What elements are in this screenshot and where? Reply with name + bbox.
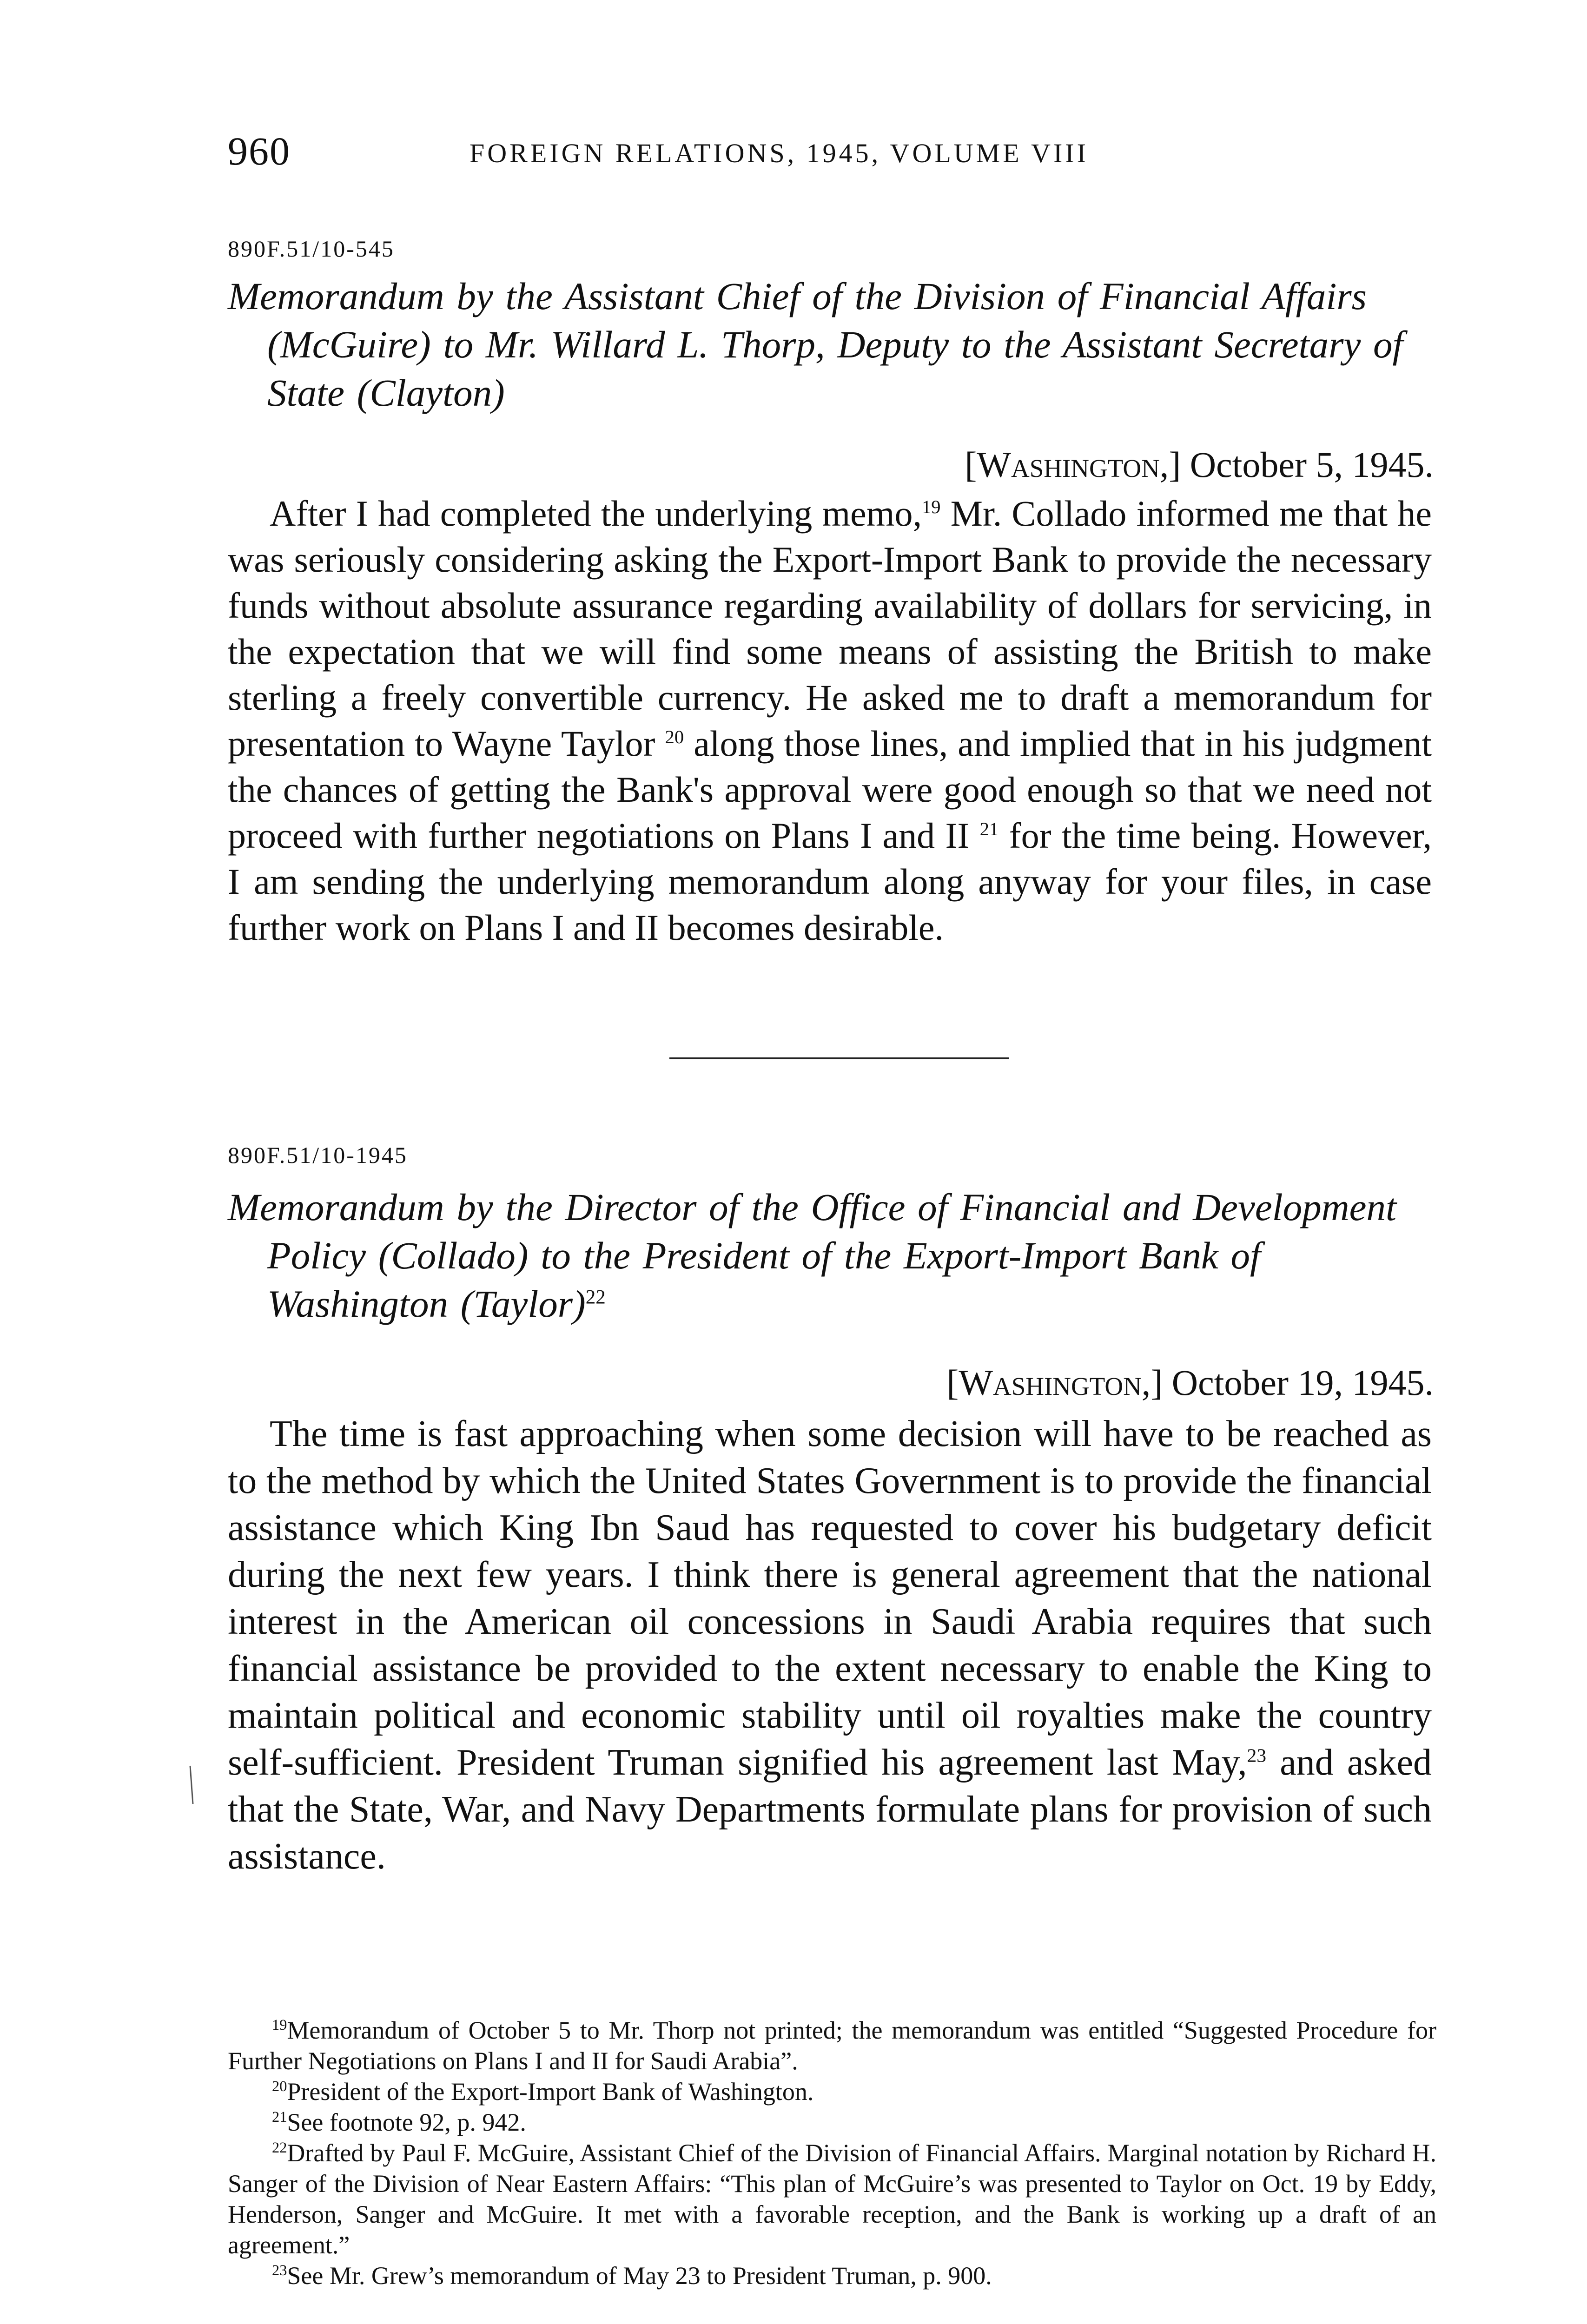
footnote-ref-20: 20 [665, 726, 684, 747]
running-title: FOREIGN RELATIONS, 1945, VOLUME VIII [469, 138, 1089, 168]
footnote-20-text: President of the Export-Import Bank of Washington. [287, 2078, 814, 2106]
doc1-body-text-3: along those lines, and implied that in his judgment the chances of getting the Bank's approval were good enough so that we need not proceed with further negotiations on Plans I and II [228, 723, 1432, 856]
footnote-ref-22: 22 [585, 1286, 606, 1308]
footnote-19-number: 19 [272, 2017, 287, 2034]
footnote-19-text: Memorandum of October 5 to Mr. Thorp not printed; the memorandum was entitled “Suggested Procedure for Further Negotiations on Plans I and II for Saudi Arabia”. [228, 2016, 1436, 2075]
footnote-ref-19: 19 [921, 496, 941, 517]
footnote-20 [228, 2076, 1436, 2107]
doc2-dateline-date: October 19, 1945. [1171, 1362, 1434, 1403]
footnote-22-text: Drafted by Paul F. McGuire, Assistant Chief of the Division of Financial Affairs. Marginal notation by Richard H. Sanger of the Division of Near Eastern Affairs: “This plan of McGuire’s was presented to Taylor on Oct. 19 by Eddy, Henderson, Sanger and McGuire. It met with a favorable reception, and the Bank is working up a draft of an agreement.” [228, 2139, 1436, 2259]
footnotes [228, 2015, 1436, 2291]
doc1-body-text-2: Mr. Collado informed me that he was seriously considering asking the Export-Import Bank to provide the necessary funds without absolute assurance regarding availability of dollars for servicing, in the expectation that we will find some means of assisting the British to make sterling a freely convertible currency. He asked me to draft a memorandum for presentation to Wayne Taylor [228, 493, 1432, 764]
page-number: 960 [228, 129, 291, 173]
footnote-23-number: 23 [272, 2262, 287, 2279]
doc1-dateline [965, 442, 1434, 488]
footnote-19 [228, 2015, 1436, 2076]
doc2-file-number: 890F.51/10-1945 [228, 1142, 408, 1168]
footnote-20-number: 20 [272, 2078, 287, 2095]
doc2-title [228, 1183, 1446, 1328]
doc2-body-text-2: and asked that the State, War, and Navy Departments formulate plans for provision of such assistance. [228, 1742, 1432, 1877]
footnote-22-number: 22 [272, 2139, 287, 2156]
doc1-body-text-4: for the time being. However, I am sending the underlying memorandum along anyway for your files, in case further work on Plans I and II becomes desirable. [228, 815, 1432, 948]
doc1-dateline-date: October 5, 1945. [1190, 444, 1434, 485]
page-header [228, 125, 1436, 181]
footnote-ref-23: 23 [1247, 1744, 1267, 1766]
margin-pencil-mark [184, 1764, 198, 1806]
doc1-title: Memorandum by the Assistant Chief of the Division of Financial Affairs (McGuire) to Mr. Willard L. Thorp, Deputy to the Assistant Secretary of State (Clayton) [228, 275, 1403, 414]
footnote-ref-21: 21 [979, 819, 999, 839]
doc2-dateline-place: [Washington,] [946, 1362, 1163, 1403]
doc1-body-text-1: After I had completed the underlying memo, [270, 493, 922, 534]
footnote-21-text: See footnote 92, p. 942. [287, 2108, 526, 2136]
doc1-dateline-place: [Washington,] [965, 444, 1181, 485]
footnote-21-number: 21 [272, 2109, 287, 2126]
footnote-21 [228, 2107, 1436, 2138]
doc2-title-text: Memorandum by the Director of the Office of Financial and Development Policy (Collado) to the President of the Export-Import Bank of Washington (Taylor) [228, 1186, 1397, 1325]
footnote-22 [228, 2138, 1436, 2260]
footnote-23 [228, 2260, 1436, 2291]
footnote-23-text: See Mr. Grew’s memorandum of May 23 to President Truman, p. 900. [287, 2262, 992, 2290]
section-divider [669, 1057, 1009, 1059]
doc2-body [228, 1411, 1432, 1880]
doc1-body [228, 490, 1432, 951]
doc2-dateline [946, 1360, 1434, 1406]
doc1-file-number: 890F.51/10-545 [228, 236, 395, 262]
doc2-body-text-1: The time is fast approaching when some decision will have to be reached as to the method by which the United States Government is to provide the financial assistance which King Ibn Saud has requested to cover his budgetary deficit during the next few years. I think there is general agreement that the national interest in the American oil concessions in Saudi Arabia requires that such financial assistance be provided to the extent necessary to enable the King to maintain political and economic stability until oil royalties make the country self-sufficient. President Truman signified his agreement last May, [228, 1413, 1432, 1783]
